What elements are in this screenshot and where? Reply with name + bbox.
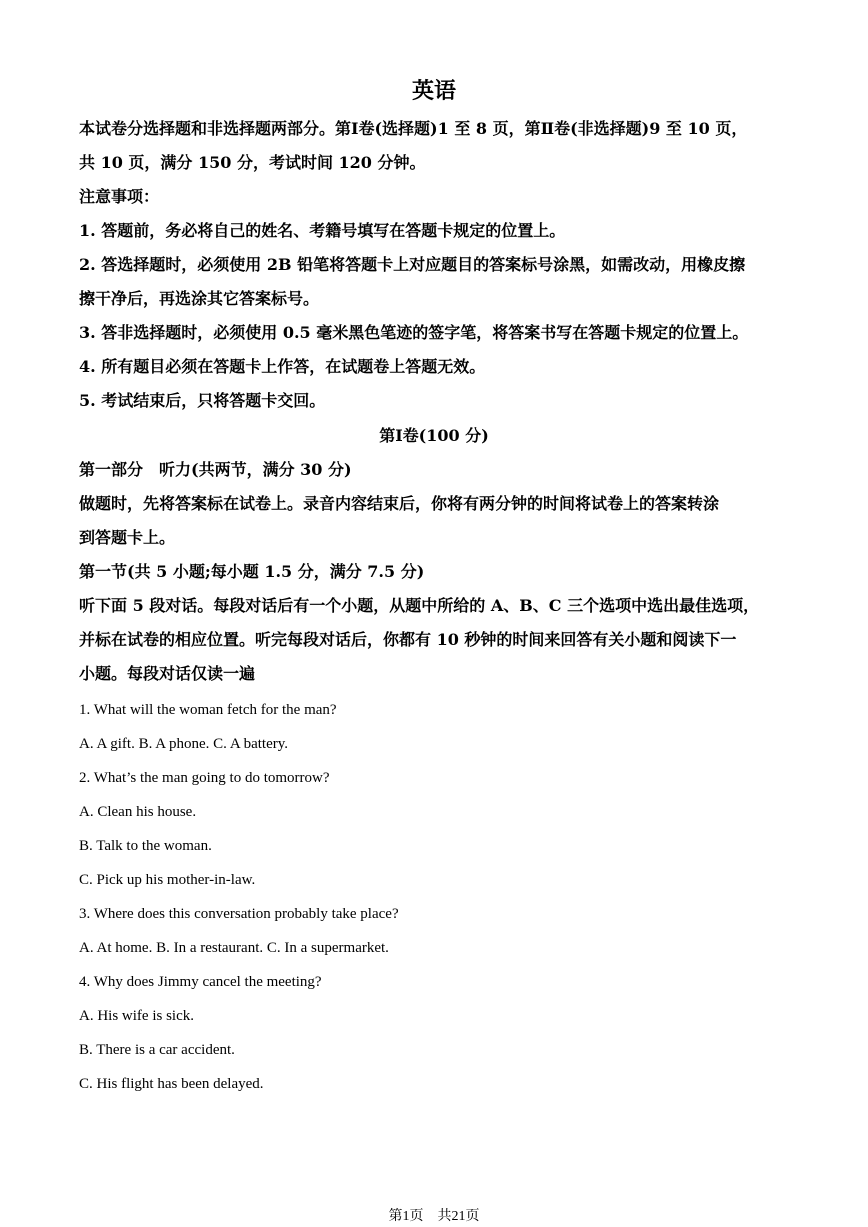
- question-line: A. Clean his house.: [79, 804, 197, 820]
- part-instruction-line: 到答题卡上。: [79, 528, 176, 547]
- question-line: 3. Where does this conversation probably take place?: [79, 906, 399, 922]
- question-line: A. At home. B. In a restaurant. C. In a supermarket.: [79, 940, 389, 956]
- page-title: 英语: [411, 78, 456, 104]
- volume-title: 第Ⅰ卷(100 分): [379, 426, 489, 445]
- part-heading: 第一部分 听力(共两节，满分 30 分): [79, 460, 352, 479]
- question-line: B. There is a car accident.: [79, 1042, 235, 1058]
- question-line: A. A gift. B. A phone. C. A battery.: [79, 736, 289, 752]
- question-line: A. His wife is sick.: [79, 1008, 194, 1024]
- notice-item: 5. 考试结束后，只将答题卡交回。: [79, 391, 326, 410]
- question-line: 2. What’s the man going to do tomorrow?: [79, 770, 330, 786]
- question-line: 1. What will the woman fetch for the man?: [79, 702, 337, 718]
- intro-line: 共 10 页，满分 150 分，考试时间 120 分钟。: [79, 153, 426, 172]
- notice-item: 2. 答选择题时，必须使用 2B 铅笔将答题卡上对应题目的答案标号涂黑，如需改动，用橡皮擦: [79, 255, 746, 274]
- part-instruction-line: 做题时，先将答案标在试卷上。录音内容结束后，你将有两分钟的时间将试卷上的答案转涂: [79, 494, 720, 513]
- section-instruction-line: 并标在试卷的相应位置。听完每段对话后，你都有 10 秒钟的时间来回答有关小题和阅读下一: [79, 630, 737, 649]
- section-heading: 第一节(共 5 小题;每小题 1.5 分，满分 7.5 分): [79, 562, 425, 581]
- page-footer: 第1页 共21页: [388, 1209, 480, 1224]
- section-instruction-line: 小题。每段对话仅读一遍: [79, 664, 256, 683]
- intro-line: 本试卷分选择题和非选择题两部分。第Ⅰ卷(选择题)1 至 8 页，第Ⅱ卷(非选择题)9 至 10 页，: [79, 119, 748, 138]
- question-line: C. Pick up his mother-in-law.: [79, 872, 256, 888]
- notice-item: 1. 答题前，务必将自己的姓名、考籍号填写在答题卡规定的位置上。: [79, 221, 566, 240]
- question-line: C. His flight has been delayed.: [79, 1076, 264, 1092]
- question-line: B. Talk to the woman.: [79, 838, 212, 854]
- section-instruction-line: 听下面 5 段对话。每段对话后有一个小题，从题中所给的 A、B、C 三个选项中选出最佳选项，: [79, 596, 760, 615]
- notice-heading: 注意事项：: [79, 187, 160, 206]
- notice-item: 擦干净后，再选涂其它答案标号。: [79, 289, 320, 308]
- notice-item: 4. 所有题目必须在答题卡上作答，在试题卷上答题无效。: [79, 357, 486, 376]
- notice-item: 3. 答非选择题时，必须使用 0.5 毫米黑色笔迹的签字笔，将答案书写在答题卡规定的位置上。: [79, 323, 749, 342]
- question-line: 4. Why does Jimmy cancel the meeting?: [79, 974, 322, 990]
